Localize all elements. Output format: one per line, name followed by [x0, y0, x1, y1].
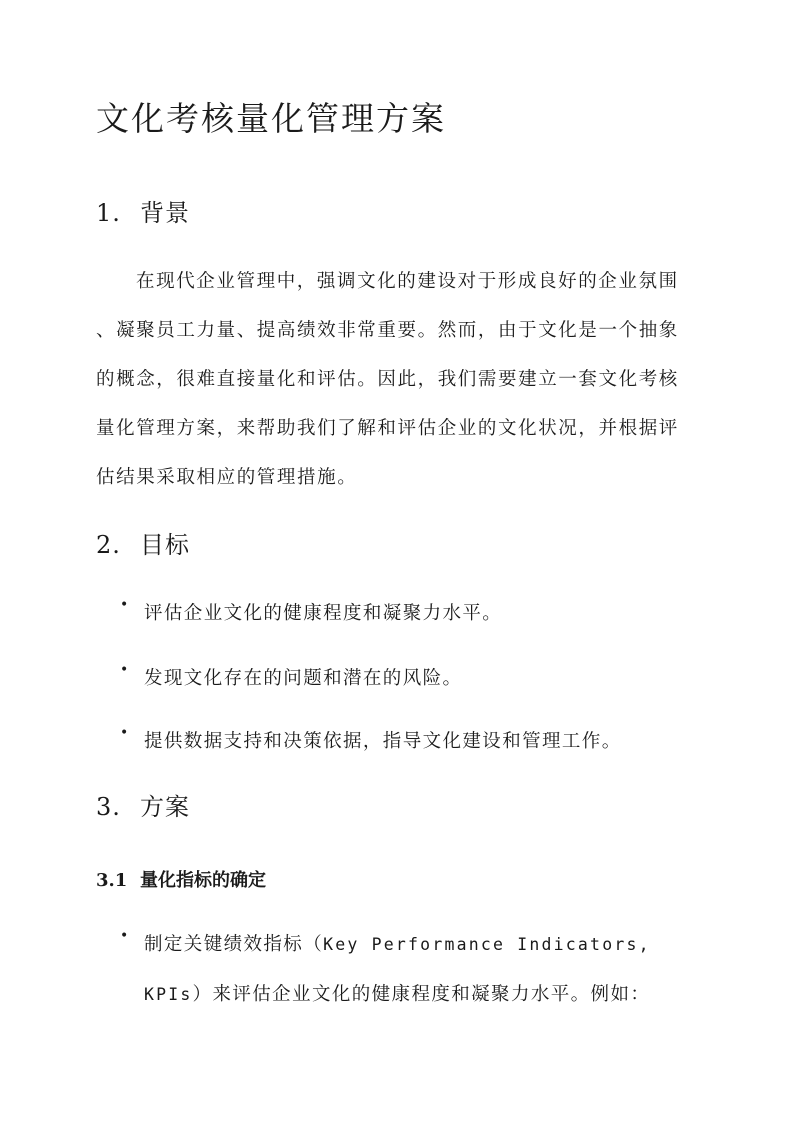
paragraph-line: 、凝聚员工力量、提高绩效非常重要。然而，由于文化是一个抽象 — [96, 320, 679, 341]
section-number: 1. — [96, 199, 121, 227]
paragraph-line: 估结果采取相应的管理措施。 — [96, 467, 358, 488]
metrics-list — [96, 928, 716, 1012]
bullet-icon: • — [120, 662, 130, 678]
goals-list — [96, 597, 716, 631]
subsection-heading-metrics — [96, 867, 266, 895]
section-title: 目标 — [140, 531, 190, 559]
section-heading-background — [96, 195, 190, 231]
list-item — [96, 725, 716, 759]
list-item — [96, 928, 716, 1012]
bullet-icon: • — [120, 928, 130, 944]
paragraph-line: 在现代企业管理中，强调文化的建设对于形成良好的企业氛围 — [136, 271, 679, 292]
list-item-text: 评估企业文化的健康程度和凝聚力水平。 — [144, 603, 503, 624]
text-cn: ）来评估企业文化的健康程度和凝聚力水平。例如： — [192, 984, 651, 1005]
subsection-number: 3.1 — [96, 870, 128, 891]
subsection-title: 量化指标的确定 — [140, 870, 266, 891]
list-item-text-line — [144, 978, 716, 1012]
text-en: Key Performance Indicators, — [323, 935, 651, 954]
list-item-text-line — [144, 928, 716, 962]
bullet-icon: • — [120, 725, 130, 741]
document-title: 文化考核量化管理方案 — [96, 99, 446, 138]
paragraph-line: 的概念，很难直接量化和评估。因此，我们需要建立一套文化考核 — [96, 369, 679, 390]
section-title: 背景 — [140, 199, 190, 227]
goals-list — [96, 725, 716, 759]
list-item — [96, 597, 716, 631]
section-title: 方案 — [140, 793, 190, 821]
goals-list — [96, 662, 716, 696]
background-paragraph — [96, 257, 712, 502]
list-item-text: 发现文化存在的问题和潜在的风险。 — [144, 668, 463, 689]
section-number: 3. — [96, 793, 121, 821]
list-item-text: 提供数据支持和决策依据，指导文化建设和管理工作。 — [144, 731, 622, 752]
section-heading-goals — [96, 527, 190, 563]
text-en: KPIs — [144, 985, 193, 1004]
paragraph-line: 量化管理方案，来帮助我们了解和评估企业的文化状况，并根据评 — [96, 418, 679, 439]
section-number: 2. — [96, 531, 121, 559]
bullet-icon: • — [120, 597, 130, 613]
text-cn: 制定关键绩效指标（ — [144, 934, 324, 955]
section-heading-plan — [96, 789, 190, 825]
list-item — [96, 662, 716, 696]
